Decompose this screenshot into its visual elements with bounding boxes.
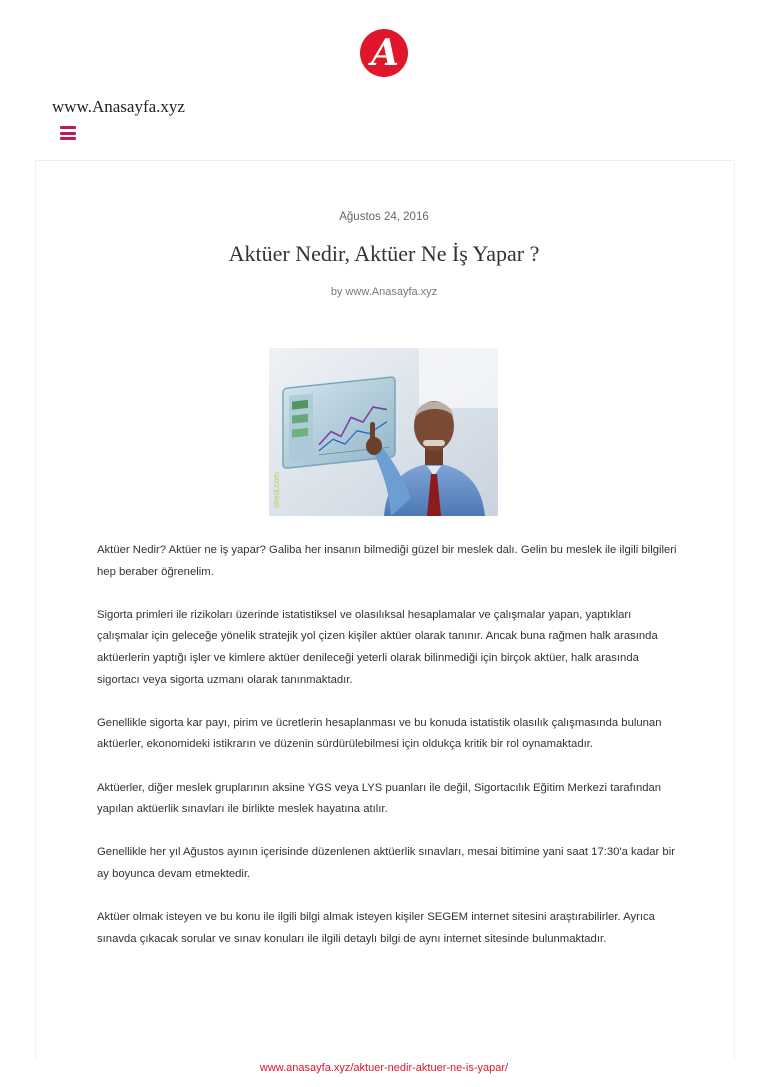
post-title: Aktüer Nedir, Aktüer Ne İş Yapar ? [228, 241, 540, 266]
site-logo[interactable] [360, 29, 408, 77]
footer-url-link[interactable]: www.anasayfa.xyz/aktuer-nedir-aktuer-ne-is-yapar/ [259, 1062, 509, 1074]
image-watermark: sitedi.com [272, 471, 281, 508]
paragraph-1: Aktüer Nedir? Aktüer ne iş yapar? Galiba her insanın bilmediği güzel bir meslek dalı. Gelin bu meslek ile ilgili bilgileri hep beraber öğrenelim. [97, 544, 677, 578]
bars-icon[interactable] [60, 126, 76, 140]
post-byline: by www.Anasayfa.xyz [330, 286, 438, 298]
paragraph-2: Sigorta primleri ile rizikoları üzerinde istatistiksel ve olasılıksal hesaplamalar ve çalışmalar yapan, yaptıkları çalışmalar için geleceğe yönelik stratejik yol çizen kişiler aktüer olarak tanınır. Ancak buna rağmen halk arasında aktüerlerin yaptığı işler ve kimlere aktüer denileceği yeterli olarak bilinmediği için birçok aktüer, halk arasında sigortacı veya sigorta uzmanı olarak tanınmaktadır. [97, 608, 658, 686]
paragraph-4: Aktüerler, diğer meslek gruplarının aksine YGS veya LYS puanları ile değil, Sigortacılık Eğitim Merkezi tarafından yapılan aktüerlik sınavları ile birlikte meslek hayatına atılır. [97, 781, 662, 816]
logo-letter: A [371, 32, 399, 74]
featured-image [269, 348, 498, 516]
site-name-link[interactable]: www.Anasayfa.xyz [52, 97, 185, 116]
paragraph-6: Aktüer olmak isteyen ve bu konu ile ilgili bilgi almak isteyen kişiler SEGEM internet sitesini araştırabilirler. Ayrıca sınavda çıkacak sorular ve sınav konuları ile ilgili detaylı bilgi de aynı internet sitesinde bulunmaktadır. [97, 911, 655, 945]
paragraph-3: Genellikle sigorta kar payı, pirim ve ücretlerin hesaplanması ve bu konuda istatistik olasılık çalışmasında bulunan aktüerler, ekonomideki istikrarın ve düzenin sürdürülebilmesi için oldukça kritik bir rol oynamaktadır. [97, 716, 662, 751]
post-date: Ağustos 24, 2016 [339, 211, 429, 223]
article-body [97, 540, 682, 972]
paragraph-5: Genellikle her yıl Ağustos ayının içerisinde düzenlenen aktüerlik sınavları, mesai bitimine yani saat 17:30'a kadar bir ay boyunca devam etmektedir. [97, 846, 675, 880]
